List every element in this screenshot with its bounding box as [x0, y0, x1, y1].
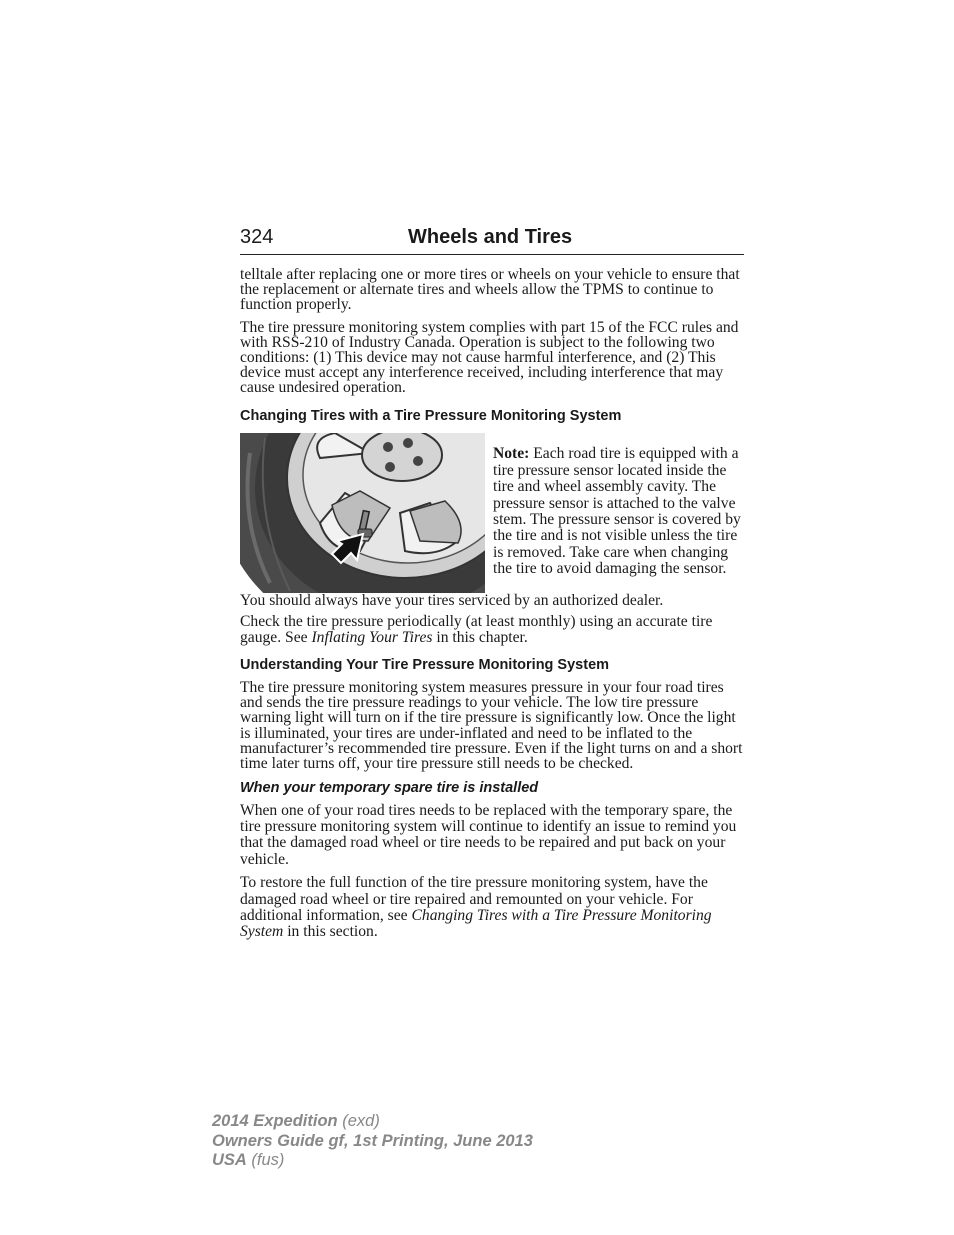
paragraph-restore: To restore the full function of the tire pressure monitoring system, have the damaged road wheel or tire repaired and remounted on your vehicle. For additional information, see Changing Tires with a Tire Pressure Monitoring System in this section. [240, 874, 712, 941]
paragraph-check-pressure: Check the tire pressure periodically (at least monthly) using an accurate tire gauge. See Inflating Your Tires in this chapter. [240, 613, 713, 646]
note-with-figure [240, 431, 744, 593]
heading-understanding-tpms: Understanding Your Tire Pressure Monitoring System [240, 656, 610, 673]
note-label: Note: [493, 445, 530, 463]
note-body: Each road tire is equipped with a tire pressure sensor located inside the tire and wheel assembly cavity. The pressure sensor is attached to the valve stem. The pressure sensor is covered by the tire and is not visible unless the tire is removed. Take care when changing the tire to avoid damaging the sensor. [493, 445, 741, 578]
page-header [240, 226, 744, 255]
heading-changing-tires: Changing Tires with a Tire Pressure Monitoring System [240, 407, 622, 424]
paragraph-spare: When one of your road tires needs to be replaced with the temporary spare, the tire pressure monitoring system will continue to identify an issue to remind you that the damaged road wheel or tire needs to be repaired and put back on your vehicle. [240, 801, 737, 868]
footer-line-market: USA (fus) [212, 1151, 285, 1169]
footer-line-model: 2014 Expedition (exd) [212, 1112, 380, 1130]
tire-valve-sensor-illustration [240, 433, 485, 593]
xref-changing-tires: Changing Tires with a Tire Pressure Monitoring System [240, 906, 712, 941]
xref-inflating-tires: Inflating Your Tires [311, 628, 433, 646]
footer-line-printing: Owners Guide gf, 1st Printing, June 2013 [212, 1131, 533, 1150]
paragraph-understanding: The tire pressure monitoring system measures pressure in your four road tires and sends the tire pressure readings to your vehicle. The low tire pressure warning light will turn on if the tire pressure is significantly low. Once the light is illuminated, your tires are under-inflated and need to be inflated to the manufacturer’s recommended tire pressure. Even if the light turns on and a short time later turns off, your tire pressure still needs to be checked. [240, 679, 743, 773]
manual-page [240, 226, 744, 948]
page-footer [212, 1112, 533, 1171]
sensor-note [493, 446, 744, 577]
page-number: 324 [240, 226, 274, 248]
paragraph-fcc: The tire pressure monitoring system complies with part 15 of the FCC rules and with RSS-210 of Industry Canada. Operation is subject to the following two conditions: (1) This device may not cause harmful interference, and (2) This device must accept any interference received, including interference that may cause undesired operation. [240, 318, 739, 397]
page-content [240, 267, 744, 941]
tire-icon [240, 433, 485, 593]
heading-spare-tire: When your temporary spare tire is installed [240, 780, 539, 797]
section-title: Wheels and Tires [408, 226, 573, 248]
paragraph-dealer: You should always have your tires serviced by an authorized dealer. [240, 592, 664, 610]
paragraph-telltale: telltale after replacing one or more tires or wheels on your vehicle to ensure that the replacement or alternate tires and wheels allow the TPMS to continue to function properly. [240, 266, 740, 314]
